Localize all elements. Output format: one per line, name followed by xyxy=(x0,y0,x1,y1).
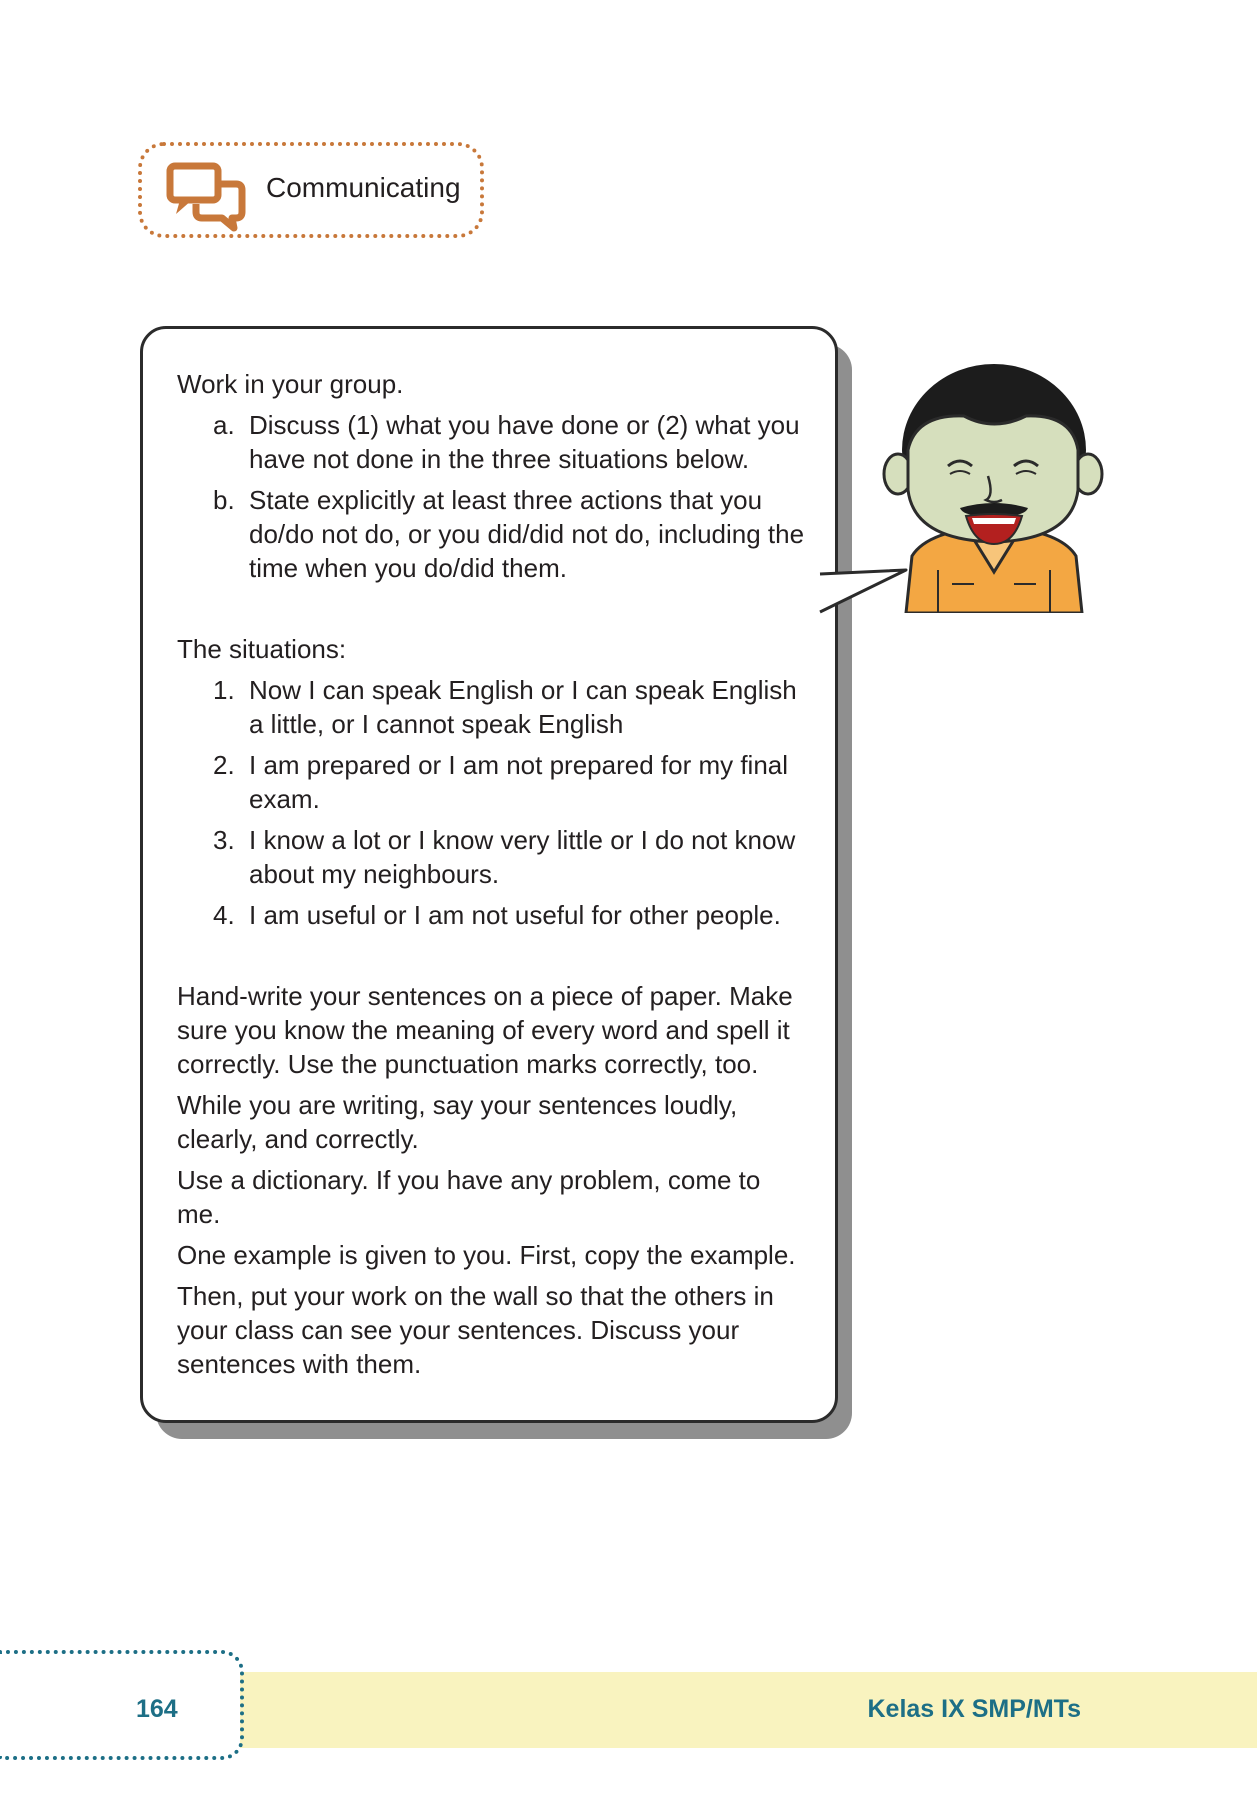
list-item xyxy=(213,748,807,816)
list-item xyxy=(213,408,807,476)
footer-band xyxy=(240,1672,1257,1748)
list-marker: b. xyxy=(213,485,235,515)
section-tag xyxy=(138,142,484,238)
list-marker: 1. xyxy=(213,675,235,705)
list-text: Discuss (1) what you have done or (2) what you have not done in the three situations below. xyxy=(249,410,800,474)
list-text: Now I can speak English or I can speak English a little, or I cannot speak English xyxy=(249,675,797,739)
instruction-paragraph: Hand-write your sentences on a piece of paper. Make sure you know the meaning of every word and spell it correctly. Use the punctuation marks correctly, too. xyxy=(177,981,793,1079)
list-marker: 3. xyxy=(213,825,235,855)
chat-bubbles-icon xyxy=(166,162,246,232)
instruction-paragraph: One example is given to you. First, copy the example. xyxy=(177,1240,796,1270)
situation-list xyxy=(213,673,807,932)
list-marker: a. xyxy=(213,410,235,440)
instruction-paragraph: Use a dictionary. If you have any problem, come to me. xyxy=(177,1165,761,1229)
list-item xyxy=(213,673,807,741)
list-item xyxy=(213,823,807,891)
list-text: State explicitly at least three actions that you do/do not do, or you did/did not do, including the time when you do/did them. xyxy=(249,485,805,583)
page-number: 164 xyxy=(136,1695,178,1723)
list-text: I am prepared or I am not prepared for my final exam. xyxy=(249,750,789,814)
instruction-bubble xyxy=(140,326,838,1423)
list-marker: 4. xyxy=(213,900,235,930)
instruction-paragraph: Then, put your work on the wall so that the others in your class can see your sentences. Discuss your sentences with them. xyxy=(177,1281,774,1379)
list-item xyxy=(213,483,807,585)
page-number-frame xyxy=(0,1650,244,1760)
instruction-paragraph: While you are writing, say your sentences loudly, clearly, and correctly. xyxy=(177,1090,738,1154)
list-text: I know a lot or I know very little or I do not know about my neighbours. xyxy=(249,825,796,889)
book-title: Kelas IX SMP/MTs xyxy=(867,1695,1081,1723)
situations-label: The situations: xyxy=(177,634,347,664)
intro-text: Work in your group. xyxy=(177,369,404,399)
section-title: Communicating xyxy=(266,172,461,203)
instruction-text xyxy=(177,367,807,1388)
teacher-illustration xyxy=(868,358,1118,613)
list-item xyxy=(213,898,807,932)
list-marker: 2. xyxy=(213,750,235,780)
list-text: I am useful or I am not useful for other people. xyxy=(249,900,781,930)
task-list xyxy=(213,408,807,585)
